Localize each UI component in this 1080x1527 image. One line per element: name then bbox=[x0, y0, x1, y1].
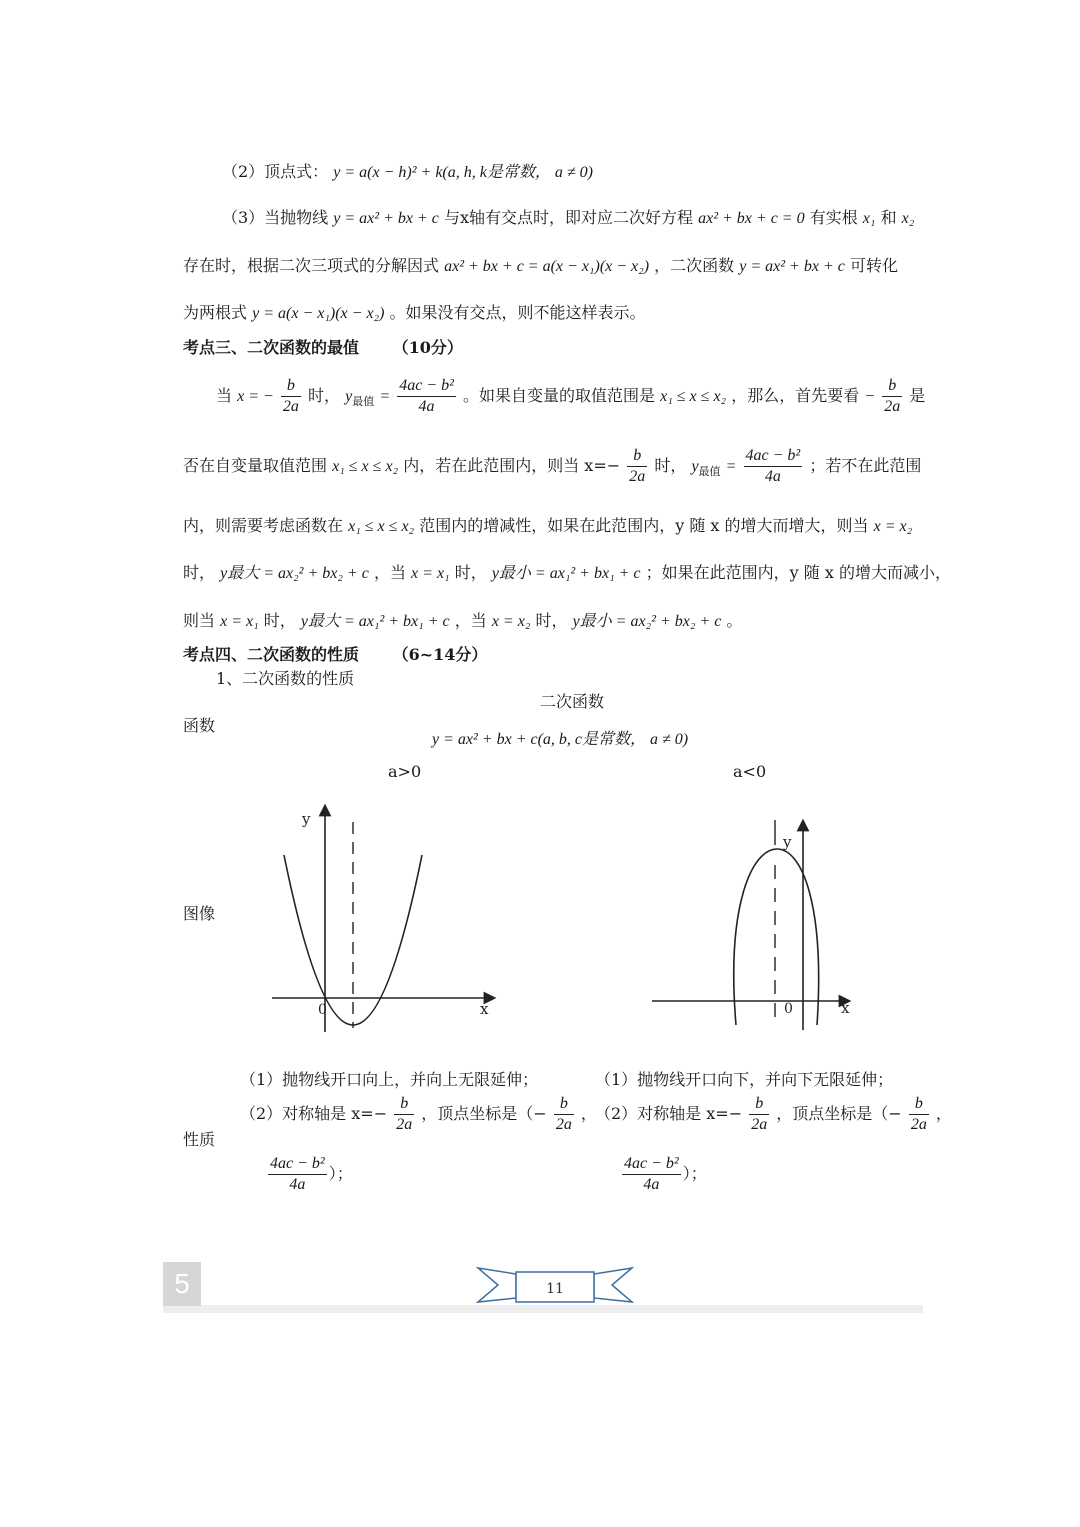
denominator: 2a bbox=[884, 398, 901, 415]
text: ，当 bbox=[373, 563, 406, 582]
text: ，顶点坐标是（− bbox=[421, 1104, 547, 1123]
text: 。如果没有交点，则不能这样表示。 bbox=[389, 303, 646, 322]
text: 可转化 bbox=[849, 256, 898, 275]
extremum-line-3 bbox=[183, 514, 912, 539]
numerator: 4ac − b² bbox=[268, 1154, 327, 1175]
row-label-properties: 性质 bbox=[183, 1130, 216, 1149]
upward-parabola-graph bbox=[262, 800, 502, 1040]
text: 是 bbox=[909, 386, 926, 405]
formula: x₁ bbox=[862, 210, 876, 227]
numerator: b bbox=[627, 446, 647, 467]
text: 有实根 bbox=[809, 208, 858, 227]
text: ，当 bbox=[454, 611, 487, 630]
text: ；若不在此范围 bbox=[809, 456, 922, 475]
table-column-title: 二次函数 bbox=[540, 692, 605, 711]
text: ，那么，首先要看 bbox=[731, 386, 860, 405]
text: ；如果在此范围内，y 随 x 的增大而减小， bbox=[645, 563, 951, 582]
formula: x₂ bbox=[901, 210, 915, 227]
denominator: 2a bbox=[910, 1116, 927, 1133]
text: 。 bbox=[726, 611, 743, 630]
fraction bbox=[394, 1094, 414, 1135]
text: ， bbox=[580, 1104, 597, 1123]
condition-a-positive: a>0 bbox=[388, 762, 422, 781]
heading-title: 考点四、二次函数的性质 bbox=[183, 645, 360, 664]
equals: = bbox=[725, 458, 737, 475]
x-axis-label: x bbox=[480, 1000, 489, 1018]
text: 内，则需要考虑函数在 bbox=[183, 516, 344, 535]
parabola-curve bbox=[284, 855, 422, 1025]
text: 。如果自变量的取值范围是 bbox=[463, 386, 656, 405]
general-form-formula: y = ax² + bx + c(a, b, c是常数， a ≠ 0) bbox=[432, 731, 689, 748]
extremum-line-1 bbox=[216, 376, 925, 417]
denominator: 4a bbox=[289, 1176, 306, 1193]
text: 时， bbox=[535, 611, 568, 630]
text: （2）对称轴是 x=− bbox=[240, 1104, 388, 1123]
heading-score: （6~14分） bbox=[392, 645, 488, 664]
formula: x₁ ≤ x ≤ x₂ bbox=[660, 388, 727, 405]
vertex-form-formula: y = a(x − h)² + k(a, h, k是常数， a ≠ 0) bbox=[333, 164, 593, 181]
intercept-line-2 bbox=[183, 254, 898, 279]
x-axis-label: x bbox=[841, 999, 850, 1017]
text: ，顶点坐标是（− bbox=[776, 1104, 902, 1123]
right-property-2 bbox=[595, 1094, 952, 1135]
ribbon-right-tail bbox=[594, 1268, 632, 1302]
denominator: 2a bbox=[751, 1116, 768, 1133]
denominator: 2a bbox=[282, 398, 299, 415]
condition-a-negative: a<0 bbox=[733, 762, 767, 781]
vertex-form-label: （2）顶点式： bbox=[222, 162, 329, 181]
vertex-form-line bbox=[222, 160, 593, 185]
denominator: 2a bbox=[396, 1116, 413, 1133]
extremum-line-2 bbox=[183, 446, 921, 487]
text: 时， bbox=[654, 456, 687, 475]
formula: x = − bbox=[237, 388, 274, 405]
text: 时， bbox=[308, 386, 341, 405]
formula: y = ax² + bx + c bbox=[333, 210, 439, 227]
intercept-line-3 bbox=[183, 301, 646, 326]
fraction bbox=[281, 376, 301, 417]
numerator: b bbox=[554, 1094, 574, 1115]
chapter-badge: 5 bbox=[163, 1262, 201, 1306]
section-heading-4 bbox=[183, 643, 487, 667]
downward-parabola-graph bbox=[640, 815, 860, 1040]
formula: ax² + bx + c = 0 bbox=[698, 210, 805, 227]
fraction bbox=[268, 1154, 327, 1195]
fraction bbox=[749, 1094, 769, 1135]
denominator: 4a bbox=[643, 1176, 660, 1193]
text: ）； bbox=[682, 1164, 707, 1183]
y-axis-label: y bbox=[302, 810, 311, 828]
numerator: 4ac − b² bbox=[622, 1154, 681, 1175]
origin-label: 0 bbox=[784, 1001, 793, 1017]
text: 时， bbox=[183, 563, 216, 582]
formula: y = ax² + bx + c bbox=[739, 258, 845, 275]
formula: x = x₂ bbox=[491, 613, 531, 630]
numerator: b bbox=[749, 1094, 769, 1115]
formula: ax² + bx + c = a(x − x₁)(x − x₂) bbox=[444, 258, 650, 275]
formula: y最小 = ax₁² + bx₁ + c bbox=[491, 565, 641, 582]
page-number: 11 bbox=[546, 1281, 564, 1297]
formula: y最大 = ax₁² + bx₁ + c bbox=[300, 613, 450, 630]
text: ， bbox=[935, 1104, 952, 1123]
minus: − bbox=[864, 388, 876, 405]
numerator: b bbox=[281, 376, 301, 397]
denominator: 4a bbox=[764, 468, 781, 485]
formula: x₁ ≤ x ≤ x₂ bbox=[332, 458, 399, 475]
y-symbol: y bbox=[345, 388, 353, 405]
fraction bbox=[622, 1154, 681, 1195]
fraction bbox=[909, 1094, 929, 1135]
right-property-1: （1）抛物线开口向下，并向下无限延伸； bbox=[595, 1070, 894, 1089]
fraction bbox=[627, 446, 647, 487]
text: 存在时，根据二次三项式的分解因式 bbox=[183, 256, 440, 275]
row-label-function: 函数 bbox=[183, 716, 216, 735]
fraction bbox=[882, 376, 902, 417]
text: 时， bbox=[263, 611, 296, 630]
text: 则当 bbox=[183, 611, 216, 630]
numerator: b bbox=[909, 1094, 929, 1115]
heading-title: 考点三、二次函数的最值 bbox=[183, 338, 360, 357]
denominator: 4a bbox=[418, 398, 435, 415]
heading-score: （10分） bbox=[392, 338, 463, 357]
right-vertex-y bbox=[620, 1154, 707, 1195]
fraction bbox=[744, 446, 803, 487]
text: ）； bbox=[328, 1164, 353, 1183]
ribbon-left-tail bbox=[478, 1268, 516, 1302]
y-axis-label: y bbox=[783, 833, 792, 851]
text: 与x轴有交点时，即对应二次好方程 bbox=[443, 208, 693, 227]
formula: x = x₁ bbox=[220, 613, 259, 630]
text: 范围内的增减性，如果在此范围内，y 随 x 的增大而增大，则当 bbox=[419, 516, 869, 535]
left-property-2 bbox=[240, 1094, 597, 1135]
left-property-1: （1）抛物线开口向上，并向上无限延伸； bbox=[240, 1070, 539, 1089]
page-number-ribbon bbox=[476, 1262, 634, 1310]
formula: y = a(x − x₁)(x − x₂) bbox=[252, 305, 385, 322]
y-symbol: y bbox=[691, 458, 699, 475]
parabola-curve bbox=[734, 849, 819, 1025]
text: 否在自变量取值范围 bbox=[183, 456, 328, 475]
subscript: 最值 bbox=[352, 395, 375, 409]
fraction bbox=[397, 376, 456, 417]
formula: x₁ ≤ x ≤ x₂ bbox=[348, 518, 415, 535]
denominator: 2a bbox=[555, 1116, 572, 1133]
intercept-line-1 bbox=[222, 206, 914, 231]
text: 当 bbox=[216, 386, 233, 405]
formula: x = x₂ bbox=[873, 518, 913, 535]
text: 和 bbox=[880, 208, 897, 227]
row-label-image: 图像 bbox=[183, 904, 216, 923]
left-vertex-y bbox=[266, 1154, 353, 1195]
text: （3）当抛物线 bbox=[222, 208, 329, 227]
numerator: 4ac − b² bbox=[744, 446, 803, 467]
section-heading-3 bbox=[183, 336, 463, 360]
subsection-title: 1、二次函数的性质 bbox=[216, 669, 355, 688]
formula: x = x₁ bbox=[411, 565, 450, 582]
equals: = bbox=[379, 388, 391, 405]
text: 时， bbox=[454, 563, 487, 582]
numerator: 4ac − b² bbox=[397, 376, 456, 397]
origin-label: 0 bbox=[318, 1002, 327, 1018]
fraction bbox=[554, 1094, 574, 1135]
numerator: b bbox=[882, 376, 902, 397]
formula: y最小 = ax₂² + bx₂ + c bbox=[572, 613, 722, 630]
text: （2）对称轴是 x=− bbox=[595, 1104, 743, 1123]
extremum-line-4 bbox=[183, 561, 951, 586]
subscript: 最值 bbox=[698, 465, 721, 479]
denominator: 2a bbox=[629, 468, 646, 485]
extremum-line-5 bbox=[183, 609, 742, 634]
text: 内，若在此范围内，则当 x=− bbox=[403, 456, 621, 475]
text: 为两根式 bbox=[183, 303, 248, 322]
numerator: b bbox=[394, 1094, 414, 1115]
formula: y最大 = ax₂² + bx₂ + c bbox=[220, 565, 369, 582]
text: ，二次函数 bbox=[654, 256, 735, 275]
